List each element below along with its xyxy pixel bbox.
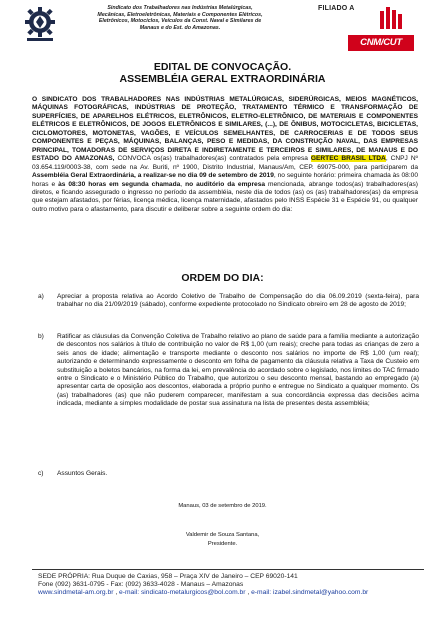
footer-divider [32, 569, 424, 570]
footer-separator: , [247, 589, 252, 596]
footer-contacts [38, 589, 418, 597]
website-link[interactable]: www.sindmetal-am.org.br [38, 589, 114, 596]
cnm-emblem-icon [378, 7, 404, 31]
document-date: Manaus, 03 de setembro de 2019. [178, 503, 267, 509]
agenda-text: Assuntos Gerais. [57, 470, 108, 477]
agenda-marker: c) [38, 470, 44, 477]
email-link-2[interactable]: e-mail: izabel.sindmetal@yahoo.com.br [251, 589, 369, 596]
union-name [66, 5, 294, 31]
convoca-text: CONVOCA os(as) trabalhadores(as) contratados pela empresa [117, 155, 308, 163]
union-name-line: Eletrônicos, Motociclos, Veículos da Const. Naval e Similares de [98, 18, 262, 25]
footer-address: SEDE PRÓPRIA: Rua Duque de Caxias, 958 – Praça XIV de Janeiro – CEP 69020-141 [38, 573, 298, 580]
affiliation-badge [318, 5, 418, 53]
signatory-role: Presidente. [207, 541, 238, 547]
gear-logo-icon [22, 5, 58, 43]
scope-text: mencionada, abrange todos(as) trabalhadores(as) diretos, e ficando assegurado o ingresso no período da assembléia, neste dia de todos (as) os (as) trabalhadores(as) da empresa que estejam afastados, por férias, licença médica, licença maternidade, afastados pelo INSS Espécie 31 e Espécie 91, ou qualquer outro motivo para o afastamento, para discutir e deliberar sobre a seguinte ordem do dia: [32, 180, 418, 213]
filiado-label: FILIADO A [318, 5, 355, 12]
second-call-time: às 08:30 horas em segunda chamada [58, 180, 181, 188]
comma: , [180, 180, 183, 188]
agenda-text: Apreciar a proposta relativa ao Acordo Coletivo de Trabalho de Compensação do dia 06.09.2019 (sexta-feira), para trabalhar no dia 21/09/2019 (sábado), conforme expediente protocolado no Sindicato obreiro em 28 de agosto de 2019; [57, 293, 419, 309]
agenda-text: Ratificar as cláusulas da Convenção Coletiva de Trabalho relativo ao plano de saúde para a família mediante a autorização de descontos nos salários à título de contribuição no valor de R$ 1,00 (um reais); creche para todas as crianças de zero a seis anos de idade; alimentação e transporte mediante o desconto nos salários no importe de R$ 1,00 (um real); autorizando e determinando expressamente o desconto em folha de pagamento da cláusula relativa a Taxa de Custeio em substituição a boletos bancários, na forma da lei, em prevalência do acordado sobre o legislado, nos limites do TAC firmado entre o Sindicato e o Ministério Público do Trabalho, que autorizou o seu desconto mensal, bastando ao empregado (a) apresentar carta de oposição aos descontos, elaborada a próprio punho e entregue no Sindicato a qualquer momento. Os (as) trabalhadores (as) que não puderem comparecer, manifestam a sua concordância expressa das decisões acima indicada, mediante a simples modalidade de postar sua assinatura na lista de presentes desta assembléia; [57, 333, 419, 408]
union-name-line: Mecânicas, Eletroeletrônicas, Materiais e Componentes Elétricos, [97, 11, 263, 18]
convocation-paragraph [32, 96, 418, 214]
agenda-marker: b) [38, 333, 44, 340]
company-details: , CNPJ Nº 03.654.119/0003-38, com sede na Av. Buriti, nº 1900, Distrito Industrial, Manaus/Am, CEP. 69075-000, para participarem da [32, 155, 418, 171]
document-subtitle: ASSEMBLÉIA GERAL EXTRAORDINÁRIA [119, 73, 326, 85]
intro-text: O SINDICATO DOS TRABALHADORES NAS INDÚSTRIAS METALÚRGICAS, SIDERÚRGICAS, MEIOS MAGNÉTICOS, MÁQUINAS FOTOGRÁFICAS, INDÚSTRIAS DE PROTEÇÃO, TRATAMENTO TÉRMICO E TRANSFORMAÇÃO DE SUPERFÍCIES, DE APARELHOS ELÉTRICOS, ELETRÔNICOS, ELETRO-ELETRÔNICO, DE MATERIAIS E COMPONENTES ELÉTRICOS E ELETRÔNICOS, DE JOGOS ELETRÔNICOS E SIMILARES, (...), DE ÔNIBUS, MOTOCICLETAS, BICICLETAS, CICLOMOTORES, MOTONETAS, VAGÕES, E VEÍCULOS SEMELHANTES, DE CARROCERIAS E DE TODOS SEUS COMPONENTES E PEÇAS, MÁQUINAS, BALANÇAS, PESO E MEDIDAS, DA CONSTRUÇÃO NAVAL, DAS EMPRESAS PRINCIPAL, TOMADORAS DE SERVIÇOS DIRETA E INDIRETAMENTE E TERCEIROS E SIMILARES, DE MANAUS E DO ESTADO DO AMAZONAS, [32, 96, 418, 163]
cnm-cut-logo: CNM/CUT [348, 35, 414, 51]
signatory-name: Valdemir de Souza Santana, [185, 532, 260, 538]
footer-separator: , [115, 589, 120, 596]
company-name: GERTEC BRASIL LTDA [310, 155, 386, 163]
assembly-location: no auditório da empresa [185, 180, 266, 188]
agenda-heading: ORDEM DO DIA: [181, 272, 264, 284]
email-link-1[interactable]: e-mail: sindicato-metalurgicos@bol.com.br [119, 589, 246, 596]
schedule-text: , no seguinte horário: primeira chamada às 08:00 horas e [32, 172, 418, 188]
assembly-date: Assembléia Geral Extraordinária, a realizar-se no dia 09 de setembro de 2019 [32, 172, 274, 180]
agenda-marker: a) [38, 293, 44, 300]
union-name-line: Sindicato dos Trabalhadores nas Indústrias Metalúrgicas, [107, 5, 253, 11]
union-name-line: Manaus e do Est. do Amazonas. [139, 24, 221, 31]
footer-phone: Fone (092) 3631-0795 - Fax: (092) 3633-4028 - Manaus – Amazonas [38, 581, 244, 588]
document-title: EDITAL DE CONVOCAÇÃO. [153, 61, 292, 73]
